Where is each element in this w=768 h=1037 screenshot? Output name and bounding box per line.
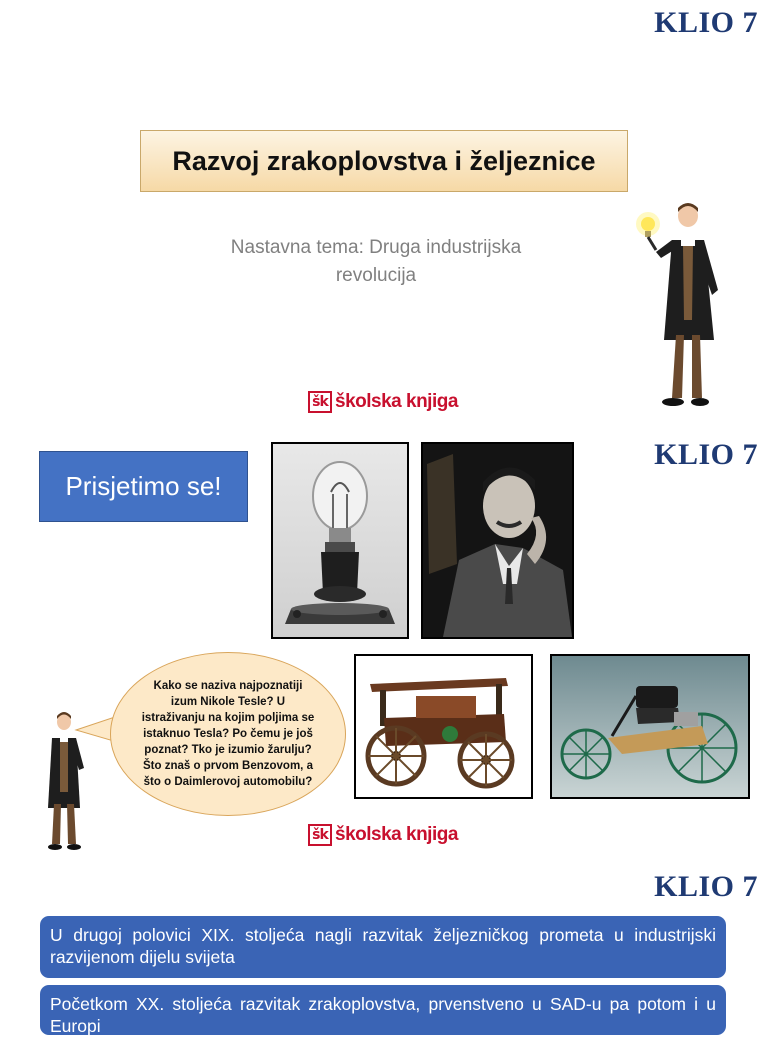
publisher-logo <box>308 824 458 846</box>
brand-label: KLIO 7 <box>654 438 758 471</box>
lightbulb-photo <box>271 442 409 639</box>
publisher-logo <box>308 391 458 413</box>
benz-car-photo <box>550 654 750 799</box>
slide-subtitle: Nastavna tema: Druga industrijska revolucija <box>230 237 522 286</box>
daimler-car-photo <box>354 654 533 799</box>
slide-title: Razvoj zrakoplovstva i željeznice <box>140 130 628 192</box>
brand-label: KLIO 7 <box>654 6 758 39</box>
recall-heading: Prisjetimo se! <box>39 451 248 522</box>
tesla-small-figure-illustration <box>38 712 98 852</box>
brand-label: KLIO 7 <box>654 870 758 903</box>
bullet-railway: U drugoj polovici XIX. stoljeća nagli razvitak željezničkog prometa u industrijski razvijenom dijelu svijeta <box>40 916 726 978</box>
publisher-logo-mark: šk <box>308 391 332 413</box>
question-speech-bubble: Kako se naziva najpoznatiji izum Nikole Tesle? U istraživanju na kojim poljima se istaknuo Tesla? Po čemu je još poznat? Tko je izumio žarulju? Što znaš o prvom Benzovom, a što o Daimlerovoj automobilu? <box>110 652 346 816</box>
publisher-logo-mark: šk <box>308 824 332 846</box>
tesla-portrait-photo <box>421 442 574 639</box>
tesla-figure-illustration <box>628 200 738 412</box>
bullet-aviation: Početkom XX. stoljeća razvitak zrakoplovstva, prvenstveno u SAD-u pa potom i u Europi <box>40 985 726 1035</box>
publisher-name: školska knjiga <box>335 824 458 845</box>
publisher-name: školska knjiga <box>335 391 458 412</box>
